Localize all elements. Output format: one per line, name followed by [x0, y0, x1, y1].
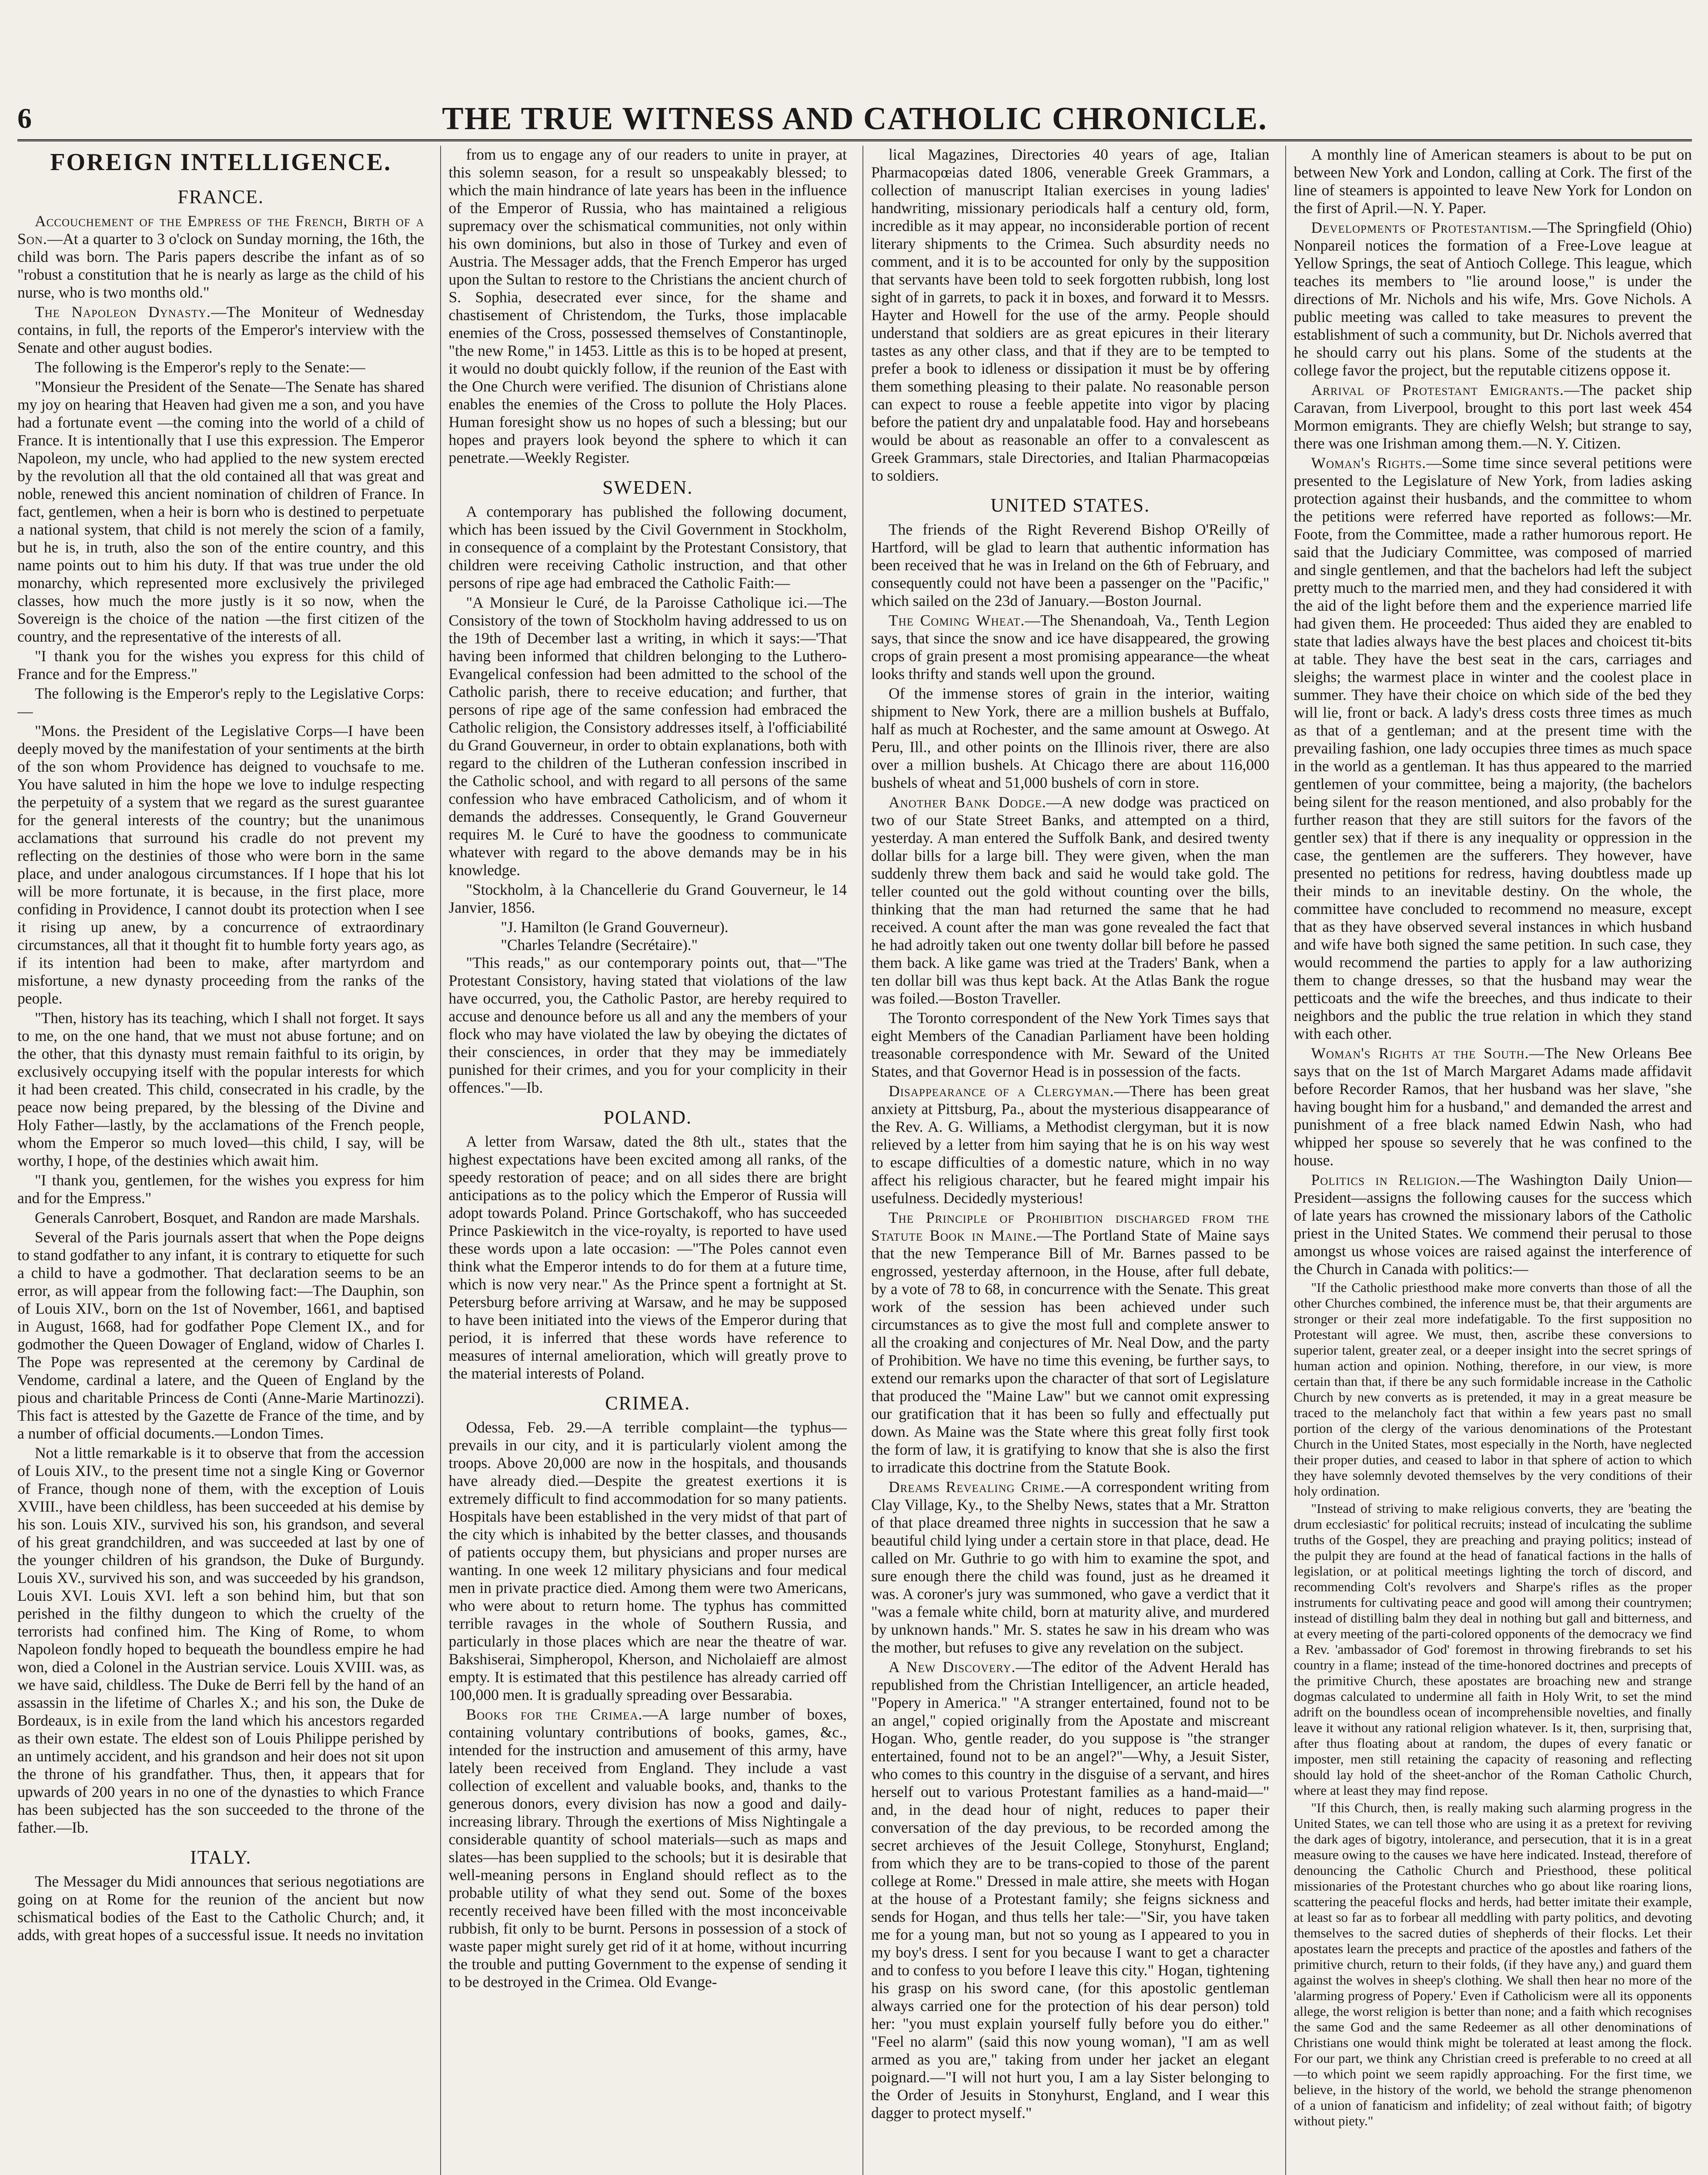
column-1 — [17, 146, 424, 2175]
article-text: —Some time since several petitions were presented to the Legislature of New York, from ladies asking protection against their husbands, and the committee to whom the petitions were referred have reported as follows:—Mr. Foote, from the Committee, made a rather humorous report. He said that the Judiciary Committee, was composed of married and single gentlemen, and that the bachelors had left the subject pretty much to the married men, and they had considered it with the aid of the light before them and the experience married life had given them. He proceeded: Thus aided they are enabled to state that ladies always have the best places and choicest tit-bits at table. They have the best seat in the cars, carriages and sleighs; the warmest place in winter and the coolest place in summer. They have their choice on which side of the bed they will lie, front or back. A lady's dress costs three times as much as that of a gentleman; and at the present time with the prevailing fashion, one lady occupies three times as much space in the world as a gentleman. It has thus appeared to the married gentlemen of your committee, being a majority, (the bachelors being silent for the reason mentioned, and also probably for the further reason that they are still suitors for the favors of the gentler sex) that if there is any inequality or oppression in the case, the gentlemen are the sufferers. They however, have presented no petitions for redress, having doubtless made up their minds to an inevitable destiny. On the whole, the committee have concluded to recommend no measure, except that as they have observed several instances in which husband and wife have both signed the same petition. In such case, they would recommend the parties to apply for a law authorizing them to change dresses, so that the husband may wear the petticoats and the wife the breeches, and thus indicate to their neighbors and the public the true relation in which they stand with each other. — [1294, 454, 1692, 1042]
article-text: —At a quarter to 3 o'clock on Sunday morning, the 16th, the child was born. The Paris papers describe the infant as of so "robust a constitution that he is nearly as large as the child of his nurse, who is two months old." — [17, 230, 424, 301]
article-lead: A New Discovery. — [889, 1658, 1016, 1676]
article-paragraph — [871, 1478, 1270, 1656]
article-paragraph: "Monsieur the President of the Senate—The Senate has shared my joy on hearing that Heaven had given me a son, and you have had a fortunate event —the coming into the world of a child of France. It is intentionally that I use this expression. The Emperor Napoleon, my uncle, who had applied to the new system erected by the revolution all that the old contained all that was great and noble, renewed this ancient nomination of children of France. In fact, gentlemen, when a heir is born who is destined to perpetuate a national system, that child is not merely the scion of a family, but he is, in truth, also the son of the entire country, and this name points out to him his duty. If that was true under the old monarchy, which represented more exclusively the privileged classes, how much the more justly is it so now, when the Sovereign is the choice of the nation —the first citizen of the country, and the representative of the interests of all. — [17, 378, 424, 645]
article-text: —A new dodge was practiced on two of our State Street Banks, and attempted on a third, yesterday. A man entered the Suffolk Bank, and desired twenty dollar bills for a large bill. They were given, when the man suddenly threw them back and said he would take gold. The teller counted out the gold without counting over the bills, thinking that the man had returned the same that he had received. A count after the man was gone revealed the fact that he had adroitly taken out one twenty dollar bill before he passed them back. A like game was tried at the Traders' Bank, when a ten dollar bill was thus kept back. At the Atlas Bank the rogue was foiled.—Boston Traveller. — [871, 793, 1270, 1007]
column-3 — [862, 146, 1270, 2175]
article-text: —There has been great anxiety at Pittsburg, Pa., about the mysterious disappearance of the Rev. A. G. Williams, a Methodist clergyman, but it is now relieved by a letter from him saying that he is on his way west to escape difficulties of a domestic nature, which in no way affect his religious character, but he feared might impair his usefulness. Decidedly mysterious! — [871, 1082, 1270, 1207]
section-title-poland: POLAND. — [603, 1107, 692, 1128]
article-lead: The Napoleon Dynasty. — [35, 303, 211, 321]
section-title-italy: ITALY. — [190, 1847, 252, 1868]
article-paragraph: The Messager du Midi announces that serious negotiations are going on at Rome for the reunion of the ancient but now schismatical bodies of the East to the Catholic Church; and, it adds, with great hopes of a successful issue. It needs no invitation — [17, 1873, 424, 1944]
section-title-united-states: UNITED STATES. — [990, 495, 1150, 516]
article-paragraph — [871, 1209, 1270, 1476]
article-text: —The packet ship Caravan, from Liverpool, brought to this port last week 454 Mormon emigrants. They are chiefly Welsh; but strange to say, there was one Irishman among them.—N. Y. Citizen. — [1294, 381, 1692, 452]
article-paragraph — [1294, 381, 1692, 452]
article-paragraph — [17, 212, 424, 301]
article-paragraph: "This reads," as our contemporary points out, that—"The Protestant Consistory, having stated that violations of the law have occurred, you, the Catholic Pastor, are hereby required to accuse and denounce before us all and any the members of your flock who may have violated the law by obeying the dictates of their consciences, in order that they may be immediately punished for their crimes, and you for your complicity in their offences."—Ib. — [448, 954, 847, 1096]
article-lead: Developments of Protestantism. — [1311, 219, 1532, 236]
article-lead: Woman's Rights. — [1311, 454, 1427, 472]
article-paragraph: lical Magazines, Directories 40 years of age, Italian Pharmacopœias dated 1806, venerable Greek Grammars, a collection of manuscript Italian exercises in young ladies' handwriting, missionary periodicals half a century old, form, incredible as it may appear, no inconsiderable portion of recent literary shipments to the Crimea. Such absurdity needs no comment, and it is to be accounted for only by the supposition that servants have been told to seek forgotten rubbish, long lost sight of in garrets, to pack it in boxes, and forward it to Messrs. Hayter and Howell for the use of the army. People should understand that soldiers are as great epicures in their literary tastes as any other class, and that if they are to be tempted to prefer a book to idleness or dissipation it must be by offering them something pleasing to their palate. No reasonable person can expect to rouse a feeble appetite into vigor by placing before the patient dry and unpalatable food. Hay and horsebeans would be about as reasonable an offer to a convalescent as Greek Grammars, stale Directories, and Italian Pharmacopœias to soldiers. — [871, 146, 1270, 484]
article-paragraph: The Toronto correspondent of the New York Times says that eight Members of the Canadian Parliament have been holding treasonable correspondence with Mr. Seward of the United States, and that Governor Head is in possession of the facts. — [871, 1009, 1270, 1080]
article-paragraph: Odessa, Feb. 29.—A terrible complaint—the typhus—prevails in our city, and it is particularly violent among the troops. Above 20,000 are now in the hospitals, and thousands have already died.—Despite the greatest exertions it is extremely difficult to find accommodation for so many patients. Hospitals have been established in the very midst of that part of the city which is inhabited by the better classes, and thousands of patients occupy them, but physicians and proper nurses are wanting. In one week 12 military physicians and four medical men in private practice died. Among them were two Americans, who were about to return home. The typhus has committed terrible ravages in the whole of Southern Russia, and particularly in those places which are near the theatre of war. Bakshiserai, Simpheropol, Kherson, and Nicholaieff are almost empty. It is estimated that this pestilence has already carried off 100,000 men. It is gradually spreading over Bessarabia. — [448, 1419, 847, 1703]
article-lead: The Principle of Prohibition discharged from the Statute Book in Maine. — [871, 1209, 1270, 1244]
article-text: —The Springfield (Ohio) Nonpareil notices the formation of a Free-Love league at Yellow Springs, the seat of Antioch College. This league, which teaches its members to "lie around loose," is under the directions of Mr. Nichols and his wife, Mrs. Gove Nichols. A public meeting was called to take measures to prevent the establishment of such a community, but Dr. Nichols averred that he should carry out his plans. Some of the students at the college favor the project, but the reputable citizens oppose it. — [1294, 219, 1692, 379]
article-lead: Books for the Crimea. — [466, 1706, 643, 1723]
section-heading-foreign-intelligence: FOREIGN INTELLIGENCE. — [50, 149, 392, 176]
article-paragraph: from us to engage any of our readers to unite in prayer, at this solemn season, for a result so unspeakably blessed; to which the main hindrance of late years has been in the influence of the Emperor of Russia, who has maintained a religious supremacy over the schismatical communities, not only within his own dominions, but also in those of Turkey and even of Austria. The Messager adds, that the French Emperor has urged upon the Sultan to restore to the Christians the ancient church of S. Sophia, desecrated ever since, for the shame and chastisement of Christendom, the Turks, those implacable enemies of the Cross, possessed themselves of Constantinople, "the new Rome," in 1453. Little as this is to be hoped at present, it would no doubt quickly follow, if the reunion of the East with the One Church were verified. The disunion of Christians alone enables the enemies of the Cross to pollute the Holy Places. Human foresight show us no hopes of such a blessing; but our hopes and prayers look beyond the sphere to which it can penetrate.—Weekly Register. — [448, 146, 847, 466]
article-paragraph: "A Monsieur le Curé, de la Paroisse Catholique ici.—The Consistory of the town of Stockholm having addressed to us on the 19th of December last a writing, in which it says:—'That having been informed that children belonging to the Luthero-Evangelical confession had been admitted to the school of the Catholic parish, there to receive education; and further, that persons of ripe age of the same confession had embraced the Catholic religion, the Consistory addresses itself, à l'officiabilité du Grand Gouverneur, in order to obtain explanations, both with regard to the children of the Lutheran confession inscribed in the Catholic school, and with regard to all persons of the same confession who have embraced Catholicism, and of whom it demands the addresses. Consequently, le Grand Gouverneur requires M. le Curé to have the goodness to communicate whatever with regard to the above demands may be in his knowledge. — [448, 594, 847, 879]
signature-line: "J. Hamilton (le Grand Gouverneur). — [501, 918, 729, 936]
article-paragraph: The friends of the Right Reverend Bishop O'Reilly of Hartford, will be glad to learn that authentic information has been received that he was in Ireland on the 6th of February, and consequently could not have been a passenger on the "Pacific," which sailed on the 23d of January.—Boston Journal. — [871, 521, 1270, 609]
article-paragraph: Several of the Paris journals assert that when the Pope deigns to stand godfather to any infant, it is contrary to etiquette for such a child to have a godmother. That declaration seems to be an error, as will appear from the following fact:—The Dauphin, son of Louis XIV., born on the 1st of November, 1661, and baptised in August, 1668, had for godfather Pope Clement IX., and for godmother the Queen Dowager of England, widow of Charles I. The Pope was represented at the ceremony by Cardinal de Vendome, cardinal a latere, and the Queen of England by the pious and charitable Princess de Conti (Anne-Marie Martinozzi). This fact is attested by the Gazette de France of the time, and by a number of official documents.—London Times. — [17, 1228, 424, 1442]
article-text: —The New Orleans Bee says that on the 1st of March Margaret Adams made affidavit before Recorder Ramos, that her husband was her slave, "she having bought him for a husband," and demanded the arrest and punishment of a free black named Edwin Nash, who had whipped her spouse so severely that he was confined to the house. — [1294, 1044, 1692, 1169]
article-lead: Dreams Revealing Crime. — [889, 1478, 1065, 1496]
article-paragraph — [1294, 219, 1692, 379]
article-paragraph: "Mons. the President of the Legislative Corps—I have been deeply moved by the manifestation of your sentiments at the birth of the son whom Providence has deigned to vouchsafe to me. You have saluted in him the hope we love to indulge respecting the perpetuity of a system that we regard as the surest guarantee for the general interests of the country; but the unanimous acclamations that surround his cradle do not prevent my reflecting on the destinies of those who were born in the same place, and under analogous circumstances. If I hope that his lot will be more fortunate, it is because, in the first place, more confiding in Providence, I cannot doubt its protection when I see it rising up anew, by a concurrence of extraordinary circumstances, all that it thought fit to humble forty years ago, as if its intention had been to make, after martyrdom and misfortune, a new dynasty proceeding from the ranks of the people. — [17, 722, 424, 1007]
article-paragraph: The following is the Emperor's reply to the Legislative Corps:— — [17, 685, 424, 720]
article-text: —The Washington Daily Union—President—assigns the following causes for the success which of late years has crowned the missionary labors of the Catholic priest in the United States. We commend their perusal to those amongst us whose voices are raised against the interference of the Church in Canada with politics:— — [1294, 1171, 1692, 1278]
article-lead: Woman's Rights at the South. — [1311, 1044, 1529, 1062]
section-title-france: FRANCE. — [177, 186, 264, 207]
article-text: —The editor of the Advent Herald has republished from the Christian Intelligencer, an article headed, "Popery in America." "A stranger entertained, found not to be an angel," copied originally from the Apostate and miscreant Hogan. Who, gentle reader, do you suppose is "the stranger entertained, found not to be an angel?"—Why, a Jesuit Sister, who comes to this country in the disguise of a servant, and hires herself out to various Protestant families as a hand-maid—" and, in the dead hour of night, reduces to paper their conversation of the day previous, to be recorded among the secret archieves of the Jesuit College, Stonyhurst, England; from which they are to be trans-copied to those of the parent college at Rome." Dressed in male attire, she meets with Hogan at the house of a Protestant family; she feigns sickness and sends for Hogan, and thus tells her tale:—"Sir, you have taken me for a young man, but not so young as I appeared to you in my boy's dress. I sent for you because I want to get a character and to confess to you before I leave this city." Hogan, tightening his grasp on his sword cane, (for this apostolic gentleman always carried one for the protection of his dear person) told her: "you must explain yourself fully before you do either." "Feel no alarm" (said this now young woman), "I am as well armed as you are," taking from under her jacket an elegant poignard.—"I will not hurt you, I am a lay Sister belonging to the Order of Jesuits in Stonyhurst, England, and I wear this dagger to protect myself." — [871, 1658, 1270, 2121]
article-text: —The Moniteur of Wednesday contains, in full, the reports of the Emperor's interview with the Senate and other august bodies. — [17, 303, 424, 356]
article-text: —The Shenandoah, Va., Tenth Legion says, that since the snow and ice have disappeared, the growing crops of grain present a most promising appearance—the wheat looks thrifty and stands well upon the ground. — [871, 612, 1270, 683]
article-lead: Another Bank Dodge. — [889, 793, 1046, 811]
article-paragraph — [449, 1706, 847, 1991]
masthead-title: THE TRUE WITNESS AND CATHOLIC CHRONICLE. — [442, 101, 1267, 137]
article-paragraph: Of the immense stores of grain in the interior, waiting shipment to New York, there are a million bushels at Buffalo, half as much at Rochester, and the same amount at Oswego. At Peru, Ill., and other points on the Illinois river, there are also over a million bushels. At Chicago there are about 116,000 bushels of wheat and 51,000 bushels of corn in store. — [871, 685, 1270, 791]
article-text: —A large number of boxes, containing voluntary contributions of books, games, &c., intended for the instruction and amusement of this army, have lately been received from England. They include a vast collection of excellent and valuable books, and, thanks to the generous donors, every division has now a good and daily-increasing library. Through the exertions of Miss Nightingale a considerable quantity of school materials—such as maps and slates—has been supplied to the schools; but it is desirable that well-meaning persons in England should reflect as to the probable utility of what they send out. Some of the boxes recently received have been filled with the most inconceivable rubbish, fit only to be burnt. Persons in possession of a stock of waste paper might surely get rid of it at home, without incurring the trouble and putting Government to the expense of sending it to be destroyed in the Crimea. Old Evange- — [448, 1706, 847, 1991]
article-paragraph: A letter from Warsaw, dated the 8th ult., states that the highest expectations have been excited among all ranks, of the speedy restoration of peace; and on all sides there are bright anticipations as to the policy which the Emperor of Russia will adopt towards Poland. Prince Gortschakoff, who has succeeded Prince Paskiewitch in the vice-royalty, is reported to have used these words upon a late occasion: —"The Poles cannot even think what the Emperor intends to do for them at a future time, which is now very near." As the Prince spent a fortnight at St. Petersburg before arriving at Warsaw, and he may be supposed to have been initiated into the views of the Emperor during that period, it is inferred that these words have reference to measures of internal amelioration, which will greatly prove to the material interests of Poland. — [448, 1133, 847, 1382]
article-paragraph: Not a little remarkable is it to observe that from the accession of Louis XIV., to the present time not a single King or Governor of France, though none of them, with the exception of Louis XVIII., have been childless, has been succeeded at his demise by his son. Louis XIV., survived his son, his grandson, and several of his great grandchildren, and was succeeded at last by one of the younger children of his grandson, the Duke of Burgundy. Louis XV., survived his son, and was succeeded by his grandson, Louis XVI. Louis XVI. left a son behind him, but that son perished in the filthy dungeon to which the cruelty of the terrorists had confined him. The King of Rome, to whom Napoleon fondly hoped to bequeath the boundless empire he had won, died a Colonel in the Austrian service. Louis XVIII. was, as we have said, childless. The Duke de Berri fell by the hand of an assassin in the lifetime of Charles X.; and his son, the Duke de Bordeaux, is in exile from the land which his ancestors regarded as their own estate. The eldest son of Louis Philippe perished by an untimely accident, and his grandson and heir does not sit upon the throne of his grandfather. Thus, then, it appears that for upwards of 200 years in no one of the dynasties to which France has been subjected has the son succeeded to the throne of the father.—Ib. — [17, 1444, 424, 1836]
article-paragraph: "Then, history has its teaching, which I shall not forget. It says to me, on the one hand, that we must not abuse fortune; and on the other, that this dynasty must remain faithful to its origin, by exclusively occupying itself with the popular interests for which it had been created. This child, consecrated in his cradle, by the peace now being prepared, by the blessing of the Divine and Holy Father—lastly, by the acclamations of the French people, whom the Emperor so much loved—this child, I say, will be worthy, I hope, of the destinies which await him. — [17, 1009, 424, 1169]
article-paragraph: The following is the Emperor's reply to the Senate:— — [35, 358, 365, 376]
quoted-paragraph: "If the Catholic priesthood make more converts than those of all the other Churches combined, the inference must be, that their arguments are stronger or their zeal more indefatigable. To the first supposition no Protestant will agree. We must, then, ascribe these conversions to superior talent, greater zeal, or a deeper insight into the secret springs of human action and opinion. Nothing, therefore, in our view, is more certain than that, if there be any such formidable increase in the Catholic Church by new converts as is pretended, it may in a great measure be traced to the melancholy fact that within a few years past no small portion of the clergy of the various denominations of the Protestant Church in the United States, most especially in the North, have neglected their proper duties, and ceased to labor in that sphere of action to which they have solemnly devoted themselves by the very conditions of their holy ordination. — [1294, 1280, 1692, 1499]
column-4 — [1285, 146, 1692, 2175]
article-lead: The Coming Wheat. — [889, 612, 1025, 629]
article-paragraph: "I thank you, gentlemen, for the wishes you express for him and for the Empress." — [17, 1171, 424, 1207]
article-paragraph — [871, 1658, 1270, 2122]
article-paragraph: Generals Canrobert, Bosquet, and Randon are made Marshals. — [35, 1209, 420, 1226]
article-paragraph — [871, 1082, 1270, 1207]
page-number: 6 — [17, 103, 32, 134]
article-columns — [17, 146, 1692, 2175]
section-title-crimea: CRIMEA. — [605, 1392, 691, 1414]
page-header — [17, 98, 1692, 141]
article-paragraph — [871, 793, 1270, 1007]
article-text: —A correspondent writing from Clay Village, Ky., to the Shelby News, states that a Mr. Stratton of that place dreamed three nights in succession that he saw a beautiful child lying under a certain store in that place, dead. He called on Mr. Guthrie to go with him to examine the spot, and sure enough there the child was found, just as he dreamed it was. A coroner's jury was summoned, who gave a verdict that it "was a female white child, born at maturity alive, and murdered by unknown hands." Mr. S. states he saw in his dream who was the mother, but refuses to give any revelation on the subject. — [871, 1478, 1270, 1656]
article-lead: Arrival of Protestant Emigrants. — [1311, 381, 1564, 398]
article-lead: Politics in Religion. — [1311, 1171, 1461, 1188]
article-paragraph: A contemporary has published the following document, which has been issued by the Civil Government in Stockholm, in consequence of a complaint by the Protestant Consistory, that children were receiving Catholic instruction, and that other persons of ripe age had embraced the Catholic Faith:— — [448, 503, 847, 592]
article-paragraph: "I thank you for the wishes you express for this child of France and for the Empress." — [17, 647, 424, 683]
article-paragraph — [1294, 1171, 1692, 1278]
quoted-paragraph: "If this Church, then, is really making such alarming progress in the United States, we can tell those who are using it as a pretext for reviving the dark ages of bigotry, intolerance, and persecution, that it is in a great measure owing to the causes we have here indicated. Instead, therefore of denouncing the Catholic Church and Priesthood, these political missionaries of the Protestant churches who go about like roaring lions, scattering the peaceful flocks and herds, had better imitate their example, at least so far as to forbear all meddling with party politics, and devoting themselves to the sacred duties of shepherds of their flocks. Let their apostates learn the precepts and practice of the apostles and fathers of the primitive church, return to their folds, (if they have any,) and guard them against the wolves in sheep's clothing. We shall then hear no more of the 'alarming progress of Popery.' Even if Catholicism were all its opponents allege, the worst religion is better than none; and a faith which recognises the same God and the same Redeemer as all other denominations of Christians one would think might be tolerated at least among the flock. For our part, we think any Christian creed is preferable to no creed at all—to which point we seem rapidly approaching. For the first time, we believe, in the history of the world, we behold the strange phenomenon of a union of fanaticism and infidelity; of zeal without faith; of bigotry without piety." — [1294, 1800, 1692, 2128]
article-paragraph — [871, 612, 1270, 683]
column-2 — [440, 146, 847, 2175]
article-paragraph — [17, 303, 424, 357]
article-paragraph: A monthly line of American steamers is about to be put on between New York and London, calling at Cork. The first of the line of steamers is appointed to leave New York for London on the first of April.—N. Y. Paper. — [1294, 146, 1692, 217]
article-paragraph — [1294, 454, 1692, 1043]
article-lead: Accouchement of the Empress of the French, Birth of a Son. — [17, 212, 424, 248]
article-lead: Disappearance of a Clergyman. — [889, 1082, 1114, 1100]
signature-line: "Charles Telandre (Secrétaire)." — [501, 936, 698, 954]
article-paragraph: "Stockholm, à la Chancellerie du Grand Gouverneur, le 14 Janvier, 1856. — [448, 881, 847, 916]
article-text: —The Portland State of Maine says that the new Temperance Bill of Mr. Barnes passed to be engrossed, yesterday afternoon, in the House, after full debate, by a vote of 78 to 68, in concurrence with the Senate. This great work of the session has been achieved under such circumstances as to give the most full and complete answer to all the croaking and conjectures of Mr. Neal Dow, and the party of Prohibition. We have no time this evening, be further says, to extend our remarks upon the character of that sort of Legislature that produced the "Maine Law" but we cannot omit expressing our gratification that it has been so fully and effectually put down. As Maine was the State where this great folly first took the form of law, it is gratifying to know that she is also the first to irradicate this doctrine from the Statute Book. — [871, 1227, 1270, 1476]
quoted-paragraph: "Instead of striving to make religious converts, they are 'beating the drum ecclesiastic' for political recruits; instead of inculcating the sublime truths of the Gospel, they are preaching and praying politics; instead of the pulpit they are found at the head of fanatical factions in the halls of legislation, or at political meetings lighting the torch of discord, and recommending Colt's revolvers and Sharpe's rifles as the proper instruments for cultivating peace and good will among their countrymen; instead of distilling balm they deal in nothing but gall and bitterness, and at every meeting of the parti-colored opponents of the democracy we find a Rev. 'ambassador of God' foremost in throwing firebrands to set his country in a flame; instead of the time-honored doctrines and precepts of the primitive Church, these apostates are broaching new and strange dogmas calculated to undermine all faith in Holy Writ, to set the mind adrift on the boundless ocean of incomprehensible novelties, and finally leave it without any rational religion whatever. Is it, then, surprising that, after thus floating about at random, the dupes of every fanatic or imposter, men still retaining the capacity of reasoning and reflecting should lay hold of the sheet-anchor of the Roman Catholic Church, where at least they may find repose. — [1294, 1501, 1692, 1798]
article-paragraph — [1294, 1044, 1692, 1169]
section-title-sweden: SWEDEN. — [602, 477, 693, 498]
